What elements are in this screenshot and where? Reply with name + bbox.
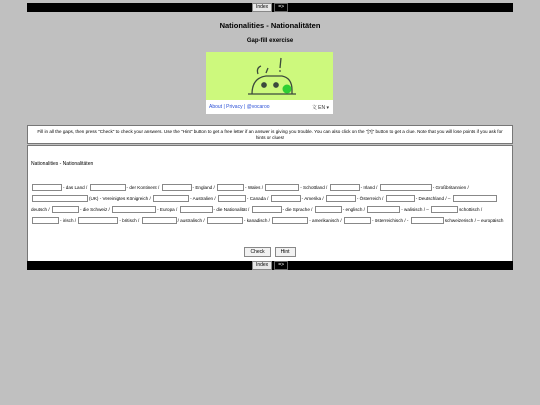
gap-label: - Australien / <box>190 196 216 201</box>
vocaroo-link[interactable]: @vocaroo <box>246 104 270 110</box>
next-link[interactable]: => <box>274 261 288 270</box>
robot-mascot-icon <box>206 52 333 100</box>
about-link[interactable]: About <box>209 104 223 110</box>
gap-input[interactable] <box>453 195 497 202</box>
gap-label: schottisch / <box>459 207 483 212</box>
gap-input[interactable] <box>330 184 360 191</box>
gap-label: / australisch / <box>177 218 205 223</box>
gap-label: - britisch / <box>119 218 140 223</box>
gap-input[interactable] <box>112 206 156 213</box>
gap-label: - Irland / <box>360 185 378 190</box>
gap-fill-text <box>31 182 509 226</box>
gap-label: - Amerika / <box>301 196 324 201</box>
gap-label: - Wales / <box>245 185 263 190</box>
language-selector[interactable]: 文 EN ▾ <box>311 104 329 111</box>
gap-label: – <box>447 196 451 201</box>
gap-input[interactable] <box>32 195 88 202</box>
gap-label: - das Land / <box>63 185 88 190</box>
gap-input[interactable] <box>326 195 356 202</box>
gap-label: - Europa / <box>157 207 178 212</box>
gap-input[interactable] <box>218 195 246 202</box>
gap-input[interactable] <box>162 184 192 191</box>
gap-input[interactable] <box>217 184 244 191</box>
bottom-nav-bar <box>27 261 513 270</box>
gap-input[interactable] <box>386 195 415 202</box>
gap-label: - Österreich / <box>356 196 384 201</box>
gap-input[interactable] <box>32 184 62 191</box>
gap-input[interactable] <box>344 217 371 224</box>
page-subtitle: Gap-fill exercise <box>246 38 294 44</box>
gap-input[interactable] <box>431 206 458 213</box>
gap-label: - englisch / <box>342 207 365 212</box>
ad-footer: About | Privacy | @vocaroo 文 EN ▾ <box>206 100 333 114</box>
button-row <box>28 247 512 257</box>
hint-button[interactable]: Hint <box>275 247 296 257</box>
index-link[interactable]: Index <box>252 261 272 270</box>
exercise-panel <box>27 145 513 262</box>
gap-input[interactable] <box>252 206 282 213</box>
gap-label: - die Schweiz / <box>79 207 110 212</box>
gap-label: (UK) - Vereinigtes Königreich / <box>89 196 151 201</box>
gap-label: - die Nationalität / <box>213 207 250 212</box>
page-title: Nationalities - Nationalitäten <box>219 21 321 30</box>
gap-label: - österreichisch / <box>371 218 406 223</box>
instructions-text: Fill in all the gaps, then press "Check" to check your answers. Use the "Hint" button to get a free letter if an answer is giving you trouble. You can also click on the "[?]" button to get a clue. Note that you will lose points if you ask for hints or clues! <box>37 128 503 140</box>
gap-label: - Deutschland / <box>415 196 447 201</box>
gap-input[interactable] <box>78 217 118 224</box>
gap-label: – <box>426 207 429 212</box>
gap-input[interactable] <box>180 206 213 213</box>
gap-label: - Großbritannien / <box>432 185 469 190</box>
gap-label: schweizerisch / <box>444 218 476 223</box>
gap-input[interactable] <box>367 206 400 213</box>
gap-input[interactable] <box>271 195 301 202</box>
gap-input[interactable] <box>90 184 126 191</box>
gap-label: – europäisch <box>477 218 504 223</box>
gap-input[interactable] <box>265 184 299 191</box>
gap-label: - der Kontinent / <box>126 185 160 190</box>
gap-input[interactable] <box>52 206 79 213</box>
translate-icon: 文 <box>311 104 317 111</box>
top-nav-bar <box>27 3 513 12</box>
gap-input[interactable] <box>380 184 432 191</box>
gap-input[interactable] <box>315 206 342 213</box>
gap-label: - Canada / <box>246 196 269 201</box>
next-link[interactable]: => <box>274 3 288 12</box>
gap-label: deutsch / <box>31 207 50 212</box>
instructions-box <box>27 125 513 144</box>
gap-label: - Schottland / <box>300 185 328 190</box>
exercise-name: Nationalities - Nationalitäten <box>31 161 94 167</box>
gap-label: - irisch / <box>60 218 77 223</box>
index-link[interactable]: Index <box>252 3 272 12</box>
gap-input[interactable] <box>32 217 59 224</box>
gap-label: - kanadisch / <box>243 218 270 223</box>
gap-label: - amerikanisch / <box>309 218 342 223</box>
gap-input[interactable] <box>207 217 243 224</box>
gap-input[interactable] <box>411 217 444 224</box>
check-button[interactable]: Check <box>244 247 270 257</box>
gap-label: - England / <box>192 185 215 190</box>
gap-input[interactable] <box>272 217 308 224</box>
gap-input[interactable] <box>142 217 177 224</box>
gap-label: - <box>406 218 409 223</box>
ad-banner[interactable] <box>206 52 333 114</box>
gap-label: - walisisch / <box>401 207 425 212</box>
privacy-link[interactable]: Privacy <box>226 104 243 110</box>
gap-label: - die Sprache / <box>282 207 313 212</box>
gap-input[interactable] <box>153 195 189 202</box>
